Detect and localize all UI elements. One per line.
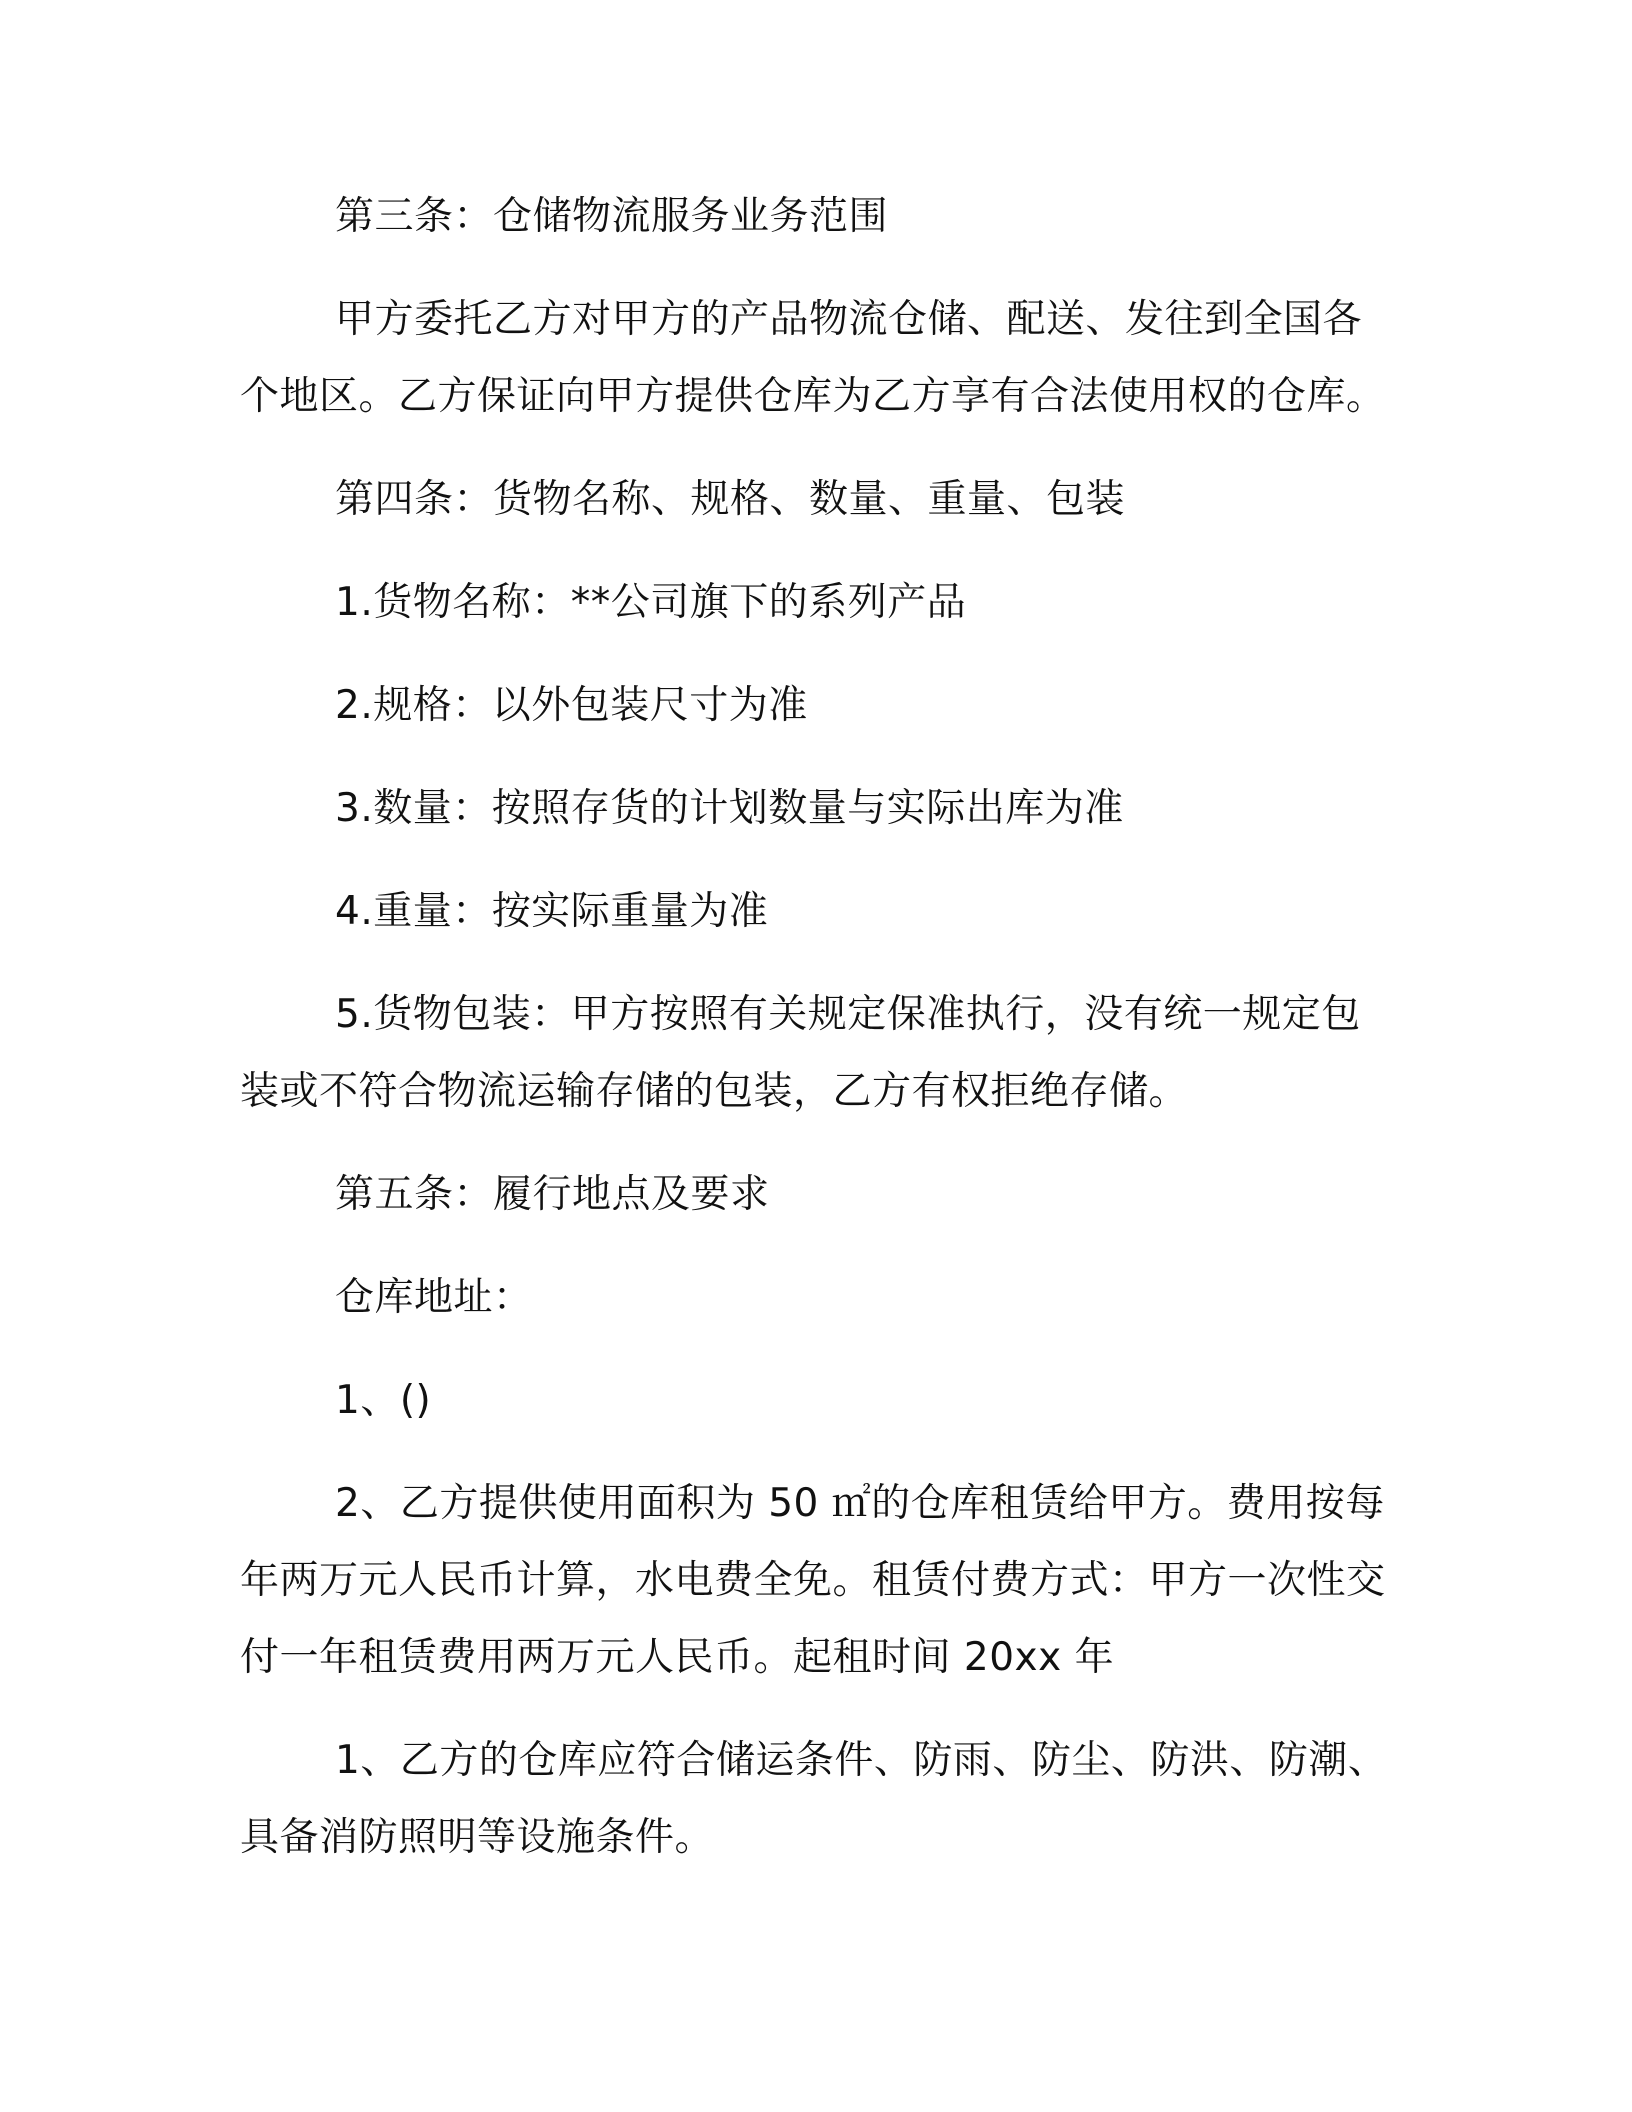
article-3-heading: 第三条：仓储物流服务业务范围 xyxy=(335,194,889,239)
article-4-heading: 第四条：货物名称、规格、数量、重量、包装 xyxy=(335,477,1126,522)
item-goods-name: 1.货物名称：**公司旗下的系列产品 xyxy=(335,580,967,625)
warehouse-requirements: 1、乙方的仓库应符合储运条件、防雨、防尘、防洪、防潮、具备消防照明等设施条件。 xyxy=(240,1738,1388,1860)
warehouse-address-label: 仓库地址： xyxy=(335,1275,533,1320)
address-item-1: 1、() xyxy=(335,1378,432,1423)
item-quantity: 3.数量：按照存货的计划数量与实际出库为准 xyxy=(335,786,1124,831)
article-3-body: 甲方委托乙方对甲方的产品物流仓储、配送、发往到全国各个地区。乙方保证向甲方提供仓库为乙方享有合法使用权的仓库。 xyxy=(240,297,1386,419)
item-weight: 4.重量：按实际重量为准 xyxy=(335,889,769,934)
item-specification: 2.规格：以外包装尺寸为准 xyxy=(335,683,808,728)
item-packaging: 5.货物包装：甲方按照有关规定保准执行，没有统一规定包装或不符合物流运输存储的包装，乙方有权拒绝存储。 xyxy=(240,992,1361,1114)
article-5-heading: 第五条：履行地点及要求 xyxy=(335,1172,770,1217)
lease-terms: 2、乙方提供使用面积为 50 ㎡的仓库租赁给甲方。费用按每年两万元人民币计算，水电费全免。租赁付费方式：甲方一次性交付一年租赁费用两万元人民币。起租时间 20xx 年 xyxy=(240,1481,1386,1680)
